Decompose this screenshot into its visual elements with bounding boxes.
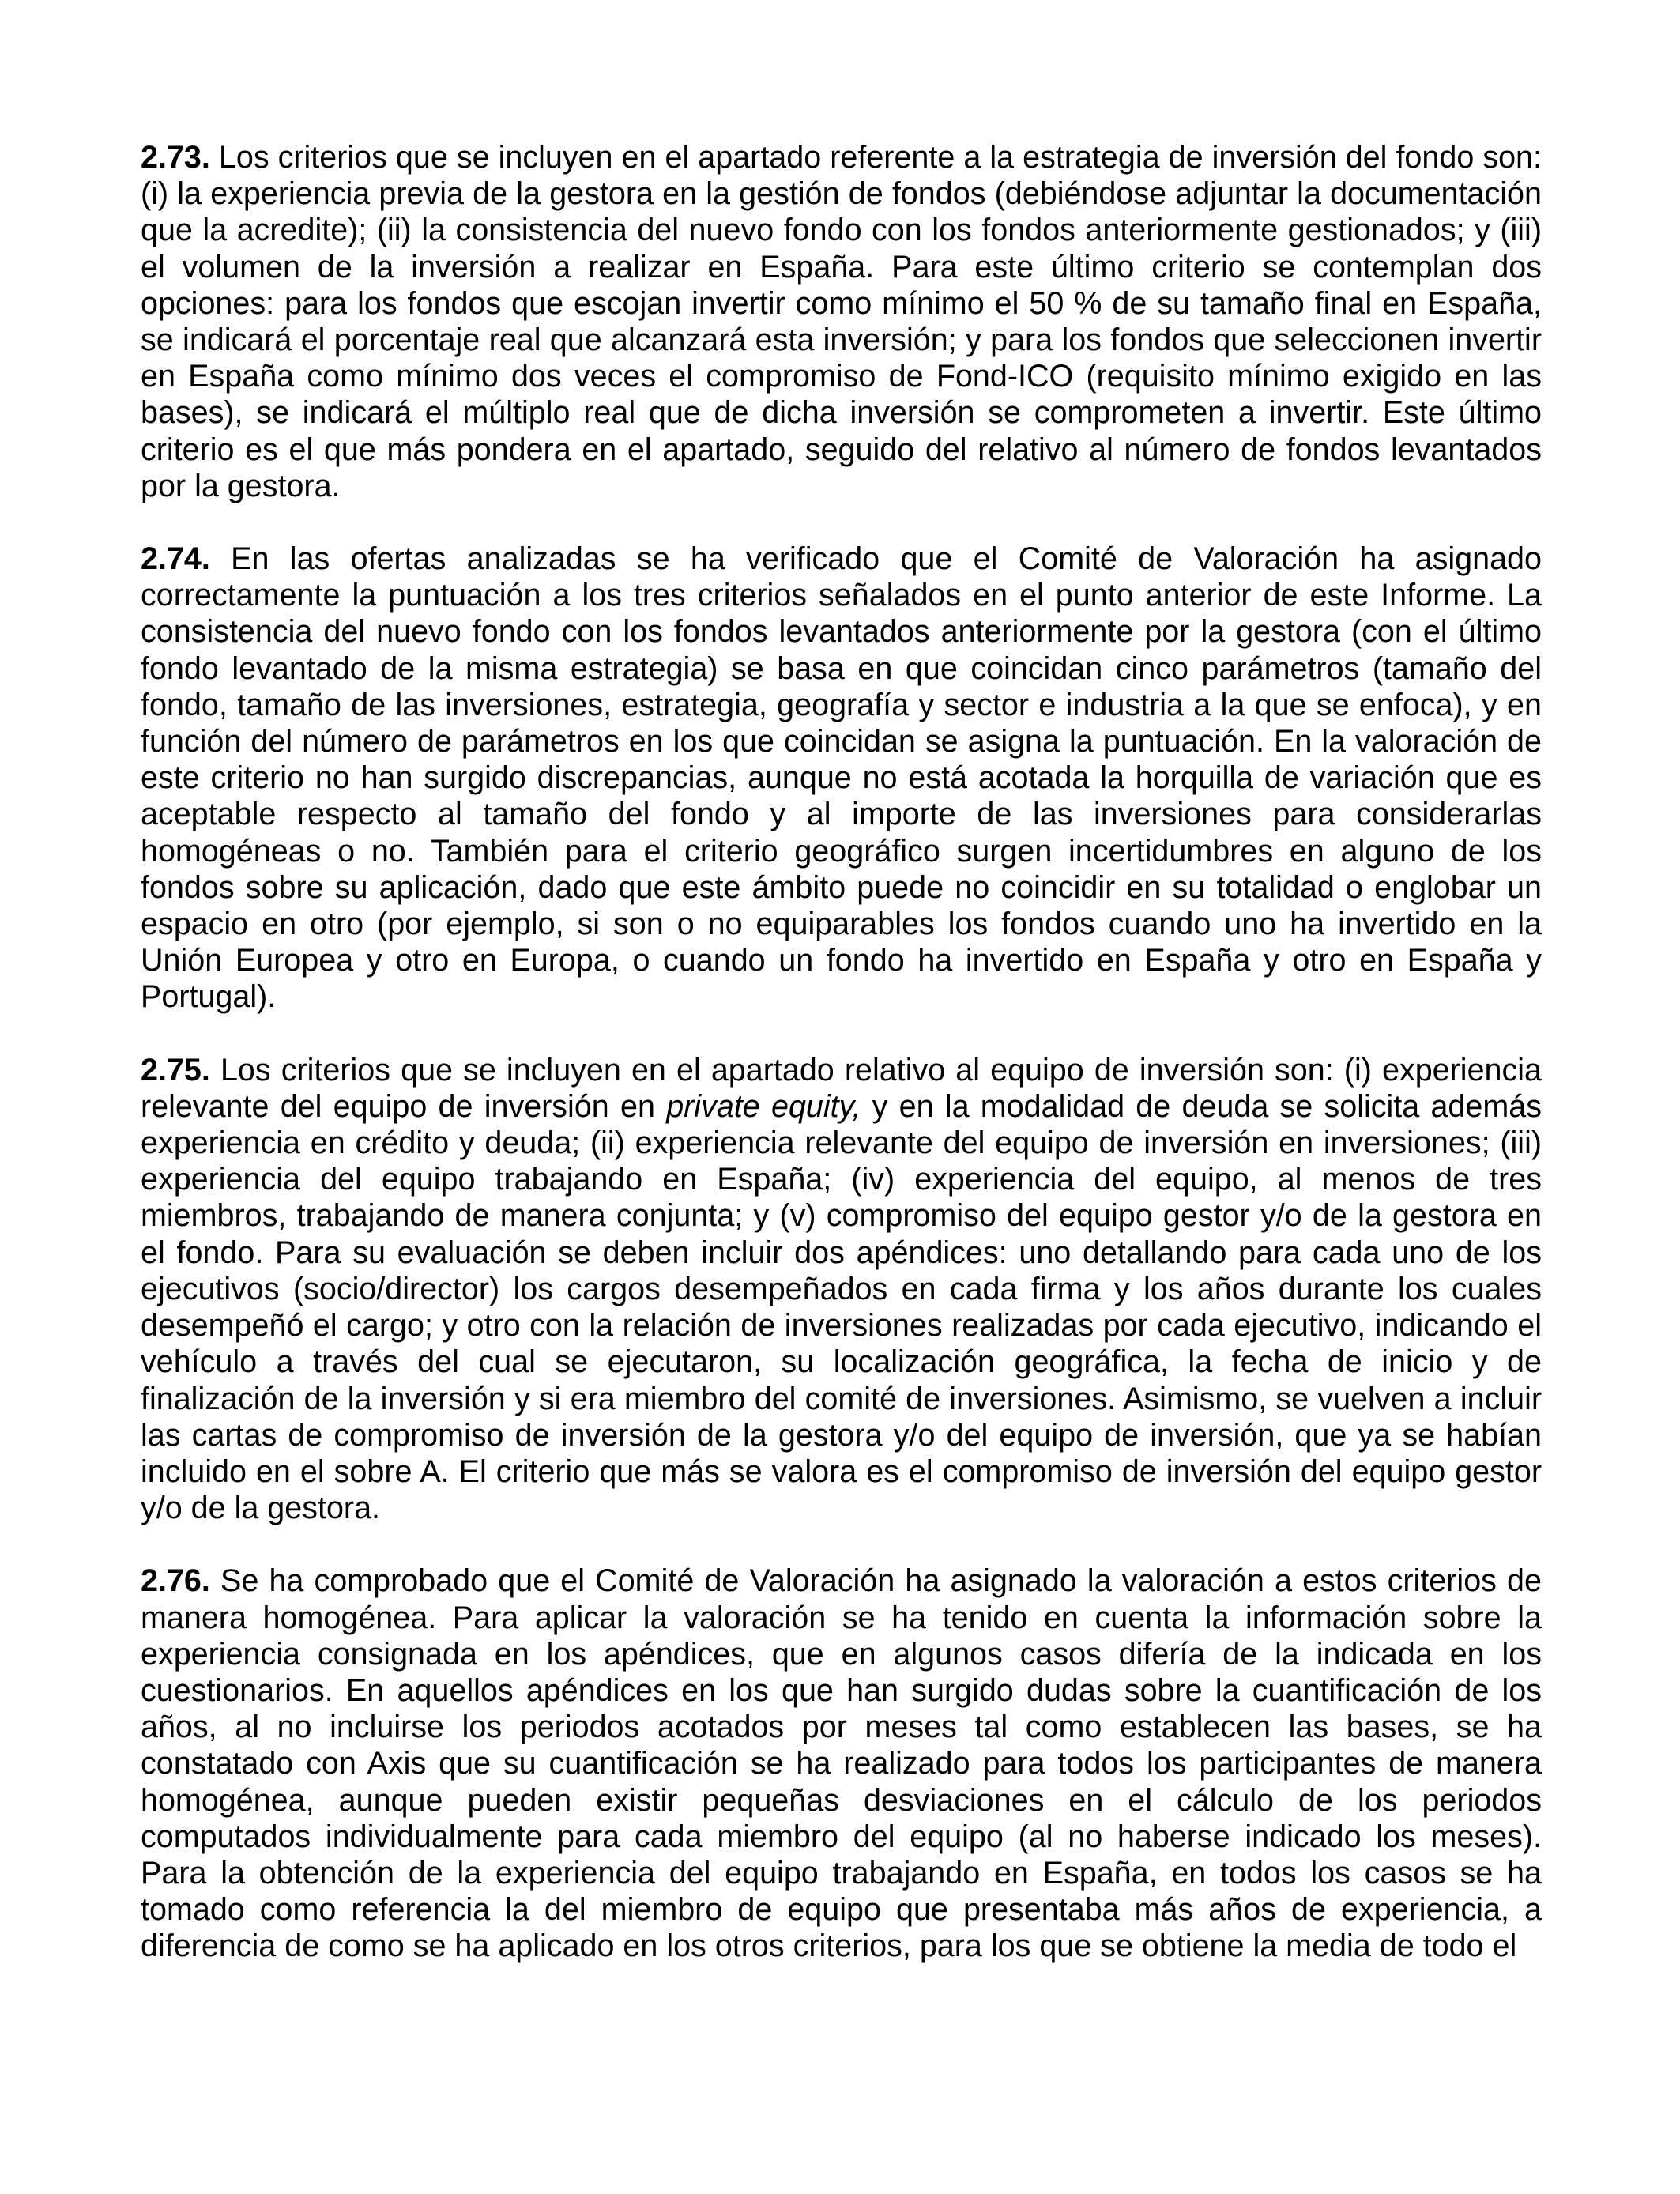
- paragraph-number: 2.76.: [141, 1563, 210, 1599]
- paragraph-number: 2.75.: [141, 1052, 210, 1088]
- paragraph-text: Se ha comprobado que el Comité de Valoración ha asignado la valoración a estos criterios de manera homogénea. Para aplicar la valoración se ha tenido en cuenta la información sobre la experiencia consignada en los apéndices, que en algunos casos difería de la indicada en los cuestionarios. En aquellos apéndices en los que han surgido dudas sobre la cuantificación de los años, al no incluirse los periodos acotados por meses tal como establecen las bases, se ha constatado con Axis que su cuantificación se ha realizado para todos los participantes de manera homogénea, aunque pueden existir pequeñas desviaciones en el cálculo de los periodos computados individualmente para cada miembro del equipo (al no haberse indicado los meses). Para la obtención de la experiencia del equipo trabajando en España, en todos los casos se ha tomado como referencia la del miembro de equipo que presentaba más años de experiencia, a diferencia de como se ha aplicado en los otros criterios, para los que se obtiene la media de todo el: [141, 1563, 1542, 1964]
- paragraph-number: 2.73.: [141, 140, 210, 175]
- paragraph-text: Los criterios que se incluyen en el apartado referente a la estrategia de inversión del fondo son: (i) la experiencia previa de la gestora en la gestión de fondos (debiéndose adjuntar la documentación que la acredite); (ii) la consistencia del nuevo fondo con los fondos anteriormente gestionados; y (iii) el volumen de la inversión a realizar en España. Para este último criterio se contemplan dos opciones: para los fondos que escojan invertir como mínimo el 50 % de su tamaño final en España, se indicará el porcentaje real que alcanzará esta inversión; y para los fondos que seleccionen invertir en España como mínimo dos veces el compromiso de Fond-ICO (requisito mínimo exigido en las bases), se indicará el múltiplo real que de dicha inversión se comprometen a invertir. Este último criterio es el que más pondera en el apartado, seguido del relativo al número de fondos levantados por la gestora.: [141, 140, 1542, 503]
- paragraph-2-75: [141, 1052, 1542, 1527]
- paragraph-2-74: [141, 541, 1542, 1016]
- document-page: [141, 139, 1542, 2001]
- paragraph-text: En las ofertas analizadas se ha verificado que el Comité de Valoración ha asignado correctamente la puntuación a los tres criterios señalados en el punto anterior de este Informe. La consistencia del nuevo fondo con los fondos levantados anteriormente por la gestora (con el último fondo levantado de la misma estrategia) se basa en que coincidan cinco parámetros (tamaño del fondo, tamaño de las inversiones, estrategia, geografía y sector e industria a la que se enfoca), y en función del número de parámetros en los que coincidan se asigna la puntuación. En la valoración de este criterio no han surgido discrepancias, aunque no está acotada la horquilla de variación que es aceptable respecto al tamaño del fondo y al importe de las inversiones para considerarlas homogéneas o no. También para el criterio geográfico surgen incertidumbres en alguno de los fondos sobre su aplicación, dado que este ámbito puede no coincidir en su totalidad o englobar un espacio en otro (por ejemplo, si son o no equiparables los fondos cuando uno ha invertido en la Unión Europea y otro en Europa, o cuando un fondo ha invertido en España y otro en España y Portugal).: [141, 541, 1542, 1015]
- paragraph-text: y en la modalidad de deuda se solicita además experiencia en crédito y deuda; (ii) experiencia relevante del equipo de inversión en inversiones; (iii) experiencia del equipo trabajando en España; (iv) experiencia del equipo, al menos de tres miembros, trabajando de manera conjunta; y (v) compromiso del equipo gestor y/o de la gestora en el fondo. Para su evaluación se deben incluir dos apéndices: uno detallando para cada uno de los ejecutivos (socio/director) los cargos desempeñados en cada firma y los años durante los cuales desempeñó el cargo; y otro con la relación de inversiones realizadas por cada ejecutivo, indicando el vehículo a través del cual se ejecutaron, su localización geográfica, la fecha de inicio y de finalización de la inversión y si era miembro del comité de inversiones. Asimismo, se vuelven a incluir las cartas de compromiso de inversión de la gestora y/o del equipo de inversión, que ya se habían incluido en el sobre A. El criterio que más se valora es el compromiso de inversión del equipo gestor y/o de la gestora.: [141, 1088, 1542, 1526]
- paragraph-italic-term: private equity,: [666, 1088, 861, 1124]
- paragraph-number: 2.74.: [141, 541, 210, 577]
- paragraph-text: Los criterios que se incluyen en el apartado relativo al equipo de inversión son: (i) experiencia relevante del equipo de inversión en: [141, 1052, 1542, 1124]
- paragraph-2-76: [141, 1563, 1542, 1964]
- paragraph-2-73: [141, 139, 1542, 504]
